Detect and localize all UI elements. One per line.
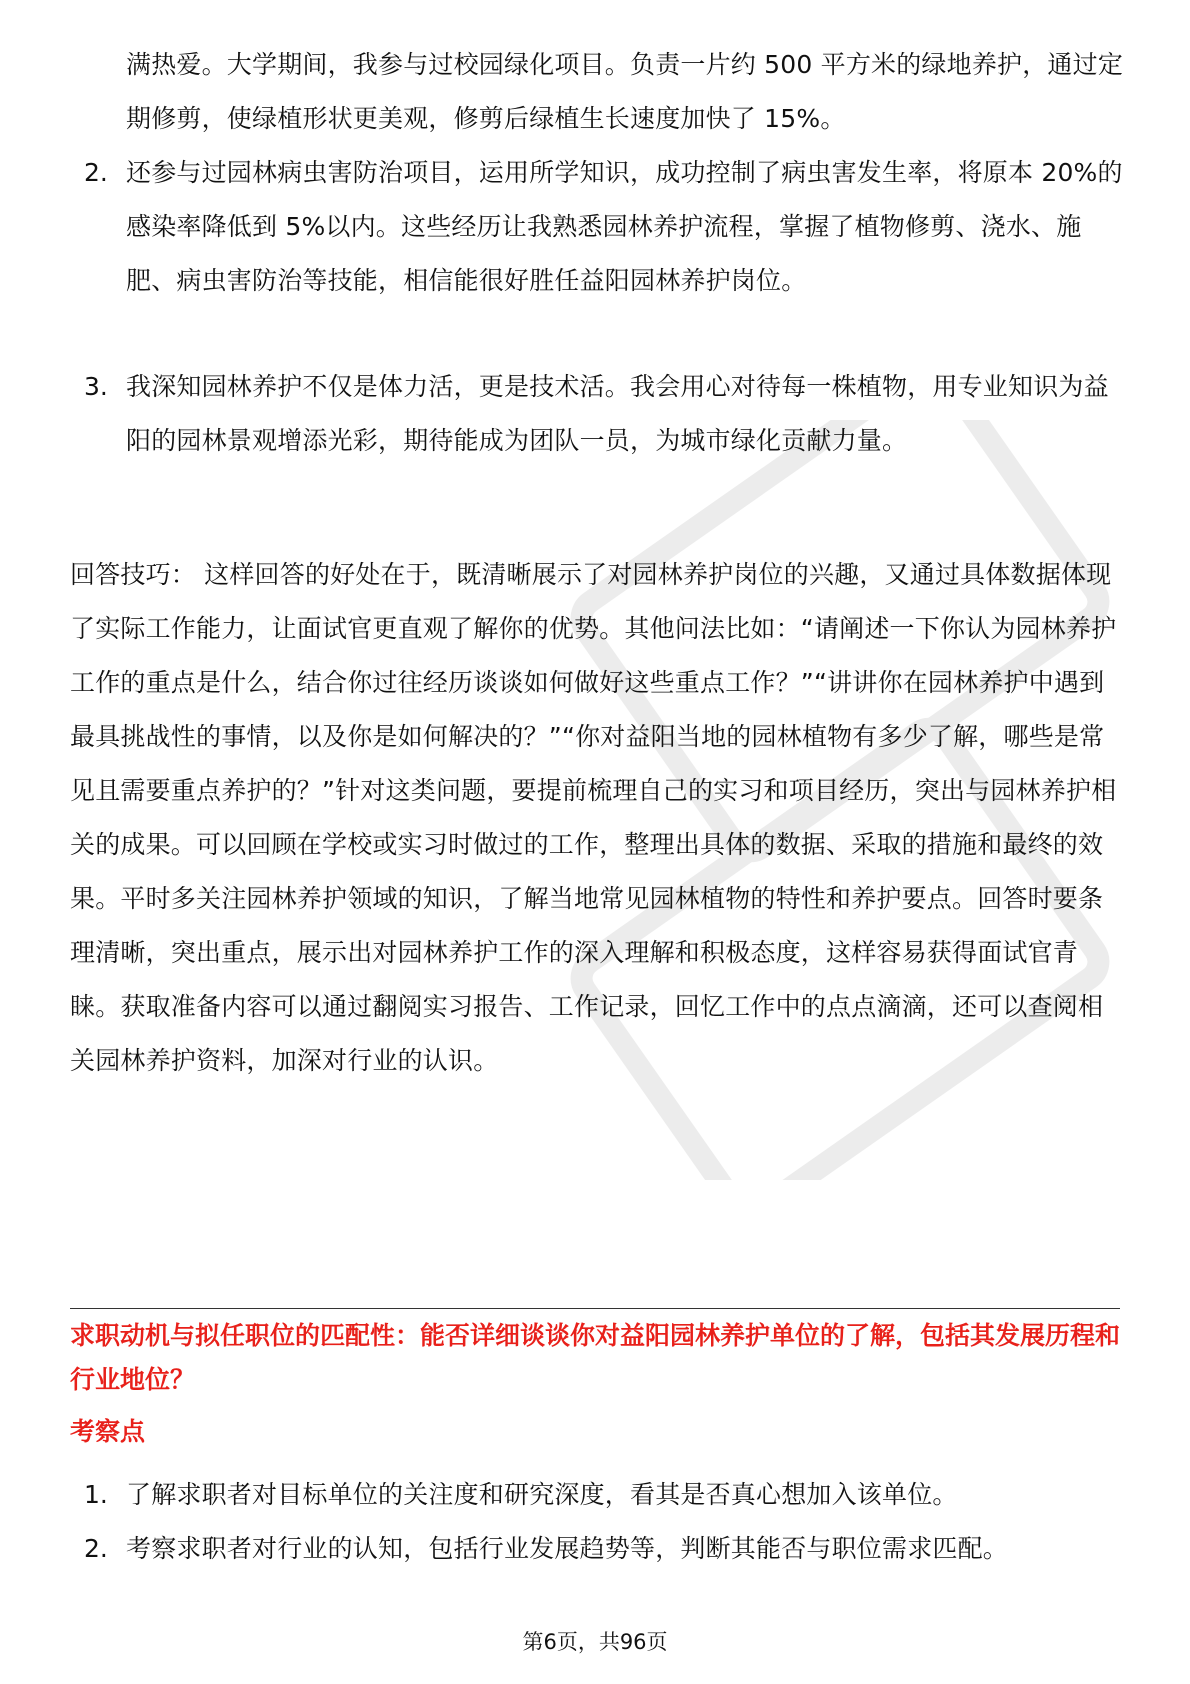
exam-point-1-text: 了解求职者对目标单位的关注度和研究深度，看其是否真心想加入该单位。 xyxy=(126,1480,958,1509)
answer-item-2 xyxy=(70,146,1130,308)
answer-item-1-text: 满热爱。大学期间，我参与过校园绿化项目。负责一片约 500 平方米的绿地养护，通过定期修剪，使绿植形状更美观，修剪后绿植生长速度加快了 15%。 xyxy=(126,50,1124,133)
answer-tips-paragraph: 回答技巧： 这样回答的好处在于，既清晰展示了对园林养护岗位的兴趣，又通过具体数据体现了实际工作能力，让面试官更直观了解你的优势。其他问法比如：“请阐述一下你认为园林养护工作的重点是什么，结合你过往经历谈谈如何做好这些重点工作？”“讲讲你在园林养护中遇到最具挑战性的事情，以及你是如何解决的？”“你对益阳当地的园林植物有多少了解，哪些是常见且需要重点养护的？”针对这类问题，要提前梳理自己的实习和项目经历，突出与园林养护相关的成果。可以回顾在学校或实习时做过的工作，整理出具体的数据、采取的措施和最终的效果。平时多关注园林养护领域的知识，了解当地常见园林植物的特性和养护要点。回答时要条理清晰，突出重点，展示出对园林养护工作的深入理解和积极态度，这样容易获得面试官青睐。获取准备内容可以通过翻阅实习报告、工作记录，回忆工作中的点点滴滴，还可以查阅相关园林养护资料，加深对行业的认识。 xyxy=(70,560,1117,1075)
section-divider xyxy=(70,1308,1120,1309)
question-heading: 求职动机与拟任职位的匹配性：能否详细谈谈你对益阳园林养护单位的了解，包括其发展历程和行业地位？ xyxy=(70,1321,1121,1394)
exam-point-2-text: 考察求职者对行业的认知，包括行业发展趋势等，判断其能否与职位需求匹配。 xyxy=(126,1534,1009,1563)
answer-item-2-number: 2. xyxy=(84,158,108,187)
answer-item-3-number: 3. xyxy=(84,372,108,401)
exam-point-1-number: 1. xyxy=(84,1480,108,1509)
exam-point-item-2 xyxy=(70,1522,1130,1576)
exam-point-item-1 xyxy=(70,1468,1130,1522)
answer-item-1-continuation xyxy=(70,38,1130,146)
answer-item-2-text: 还参与过园林病虫害防治项目，运用所学知识，成功控制了病虫害发生率，将原本 20%的感染率降低到 5%以内。这些经历让我熟悉园林养护流程，掌握了植物修剪、浇水、施肥、病虫害防治等技能，相信能很好胜任益阳园林养护岗位。 xyxy=(126,158,1123,295)
answer-item-3 xyxy=(70,360,1130,468)
exam-point-2-number: 2. xyxy=(84,1534,108,1563)
page-number-footer: 第6页，共96页 xyxy=(522,1630,668,1654)
answer-item-3-text: 我深知园林养护不仅是体力活，更是技术活。我会用心对待每一株植物，用专业知识为益阳的园林景观增添光彩，期待能成为团队一员，为城市绿化贡献力量。 xyxy=(126,372,1109,455)
exam-points-heading: 考察点 xyxy=(70,1417,146,1446)
